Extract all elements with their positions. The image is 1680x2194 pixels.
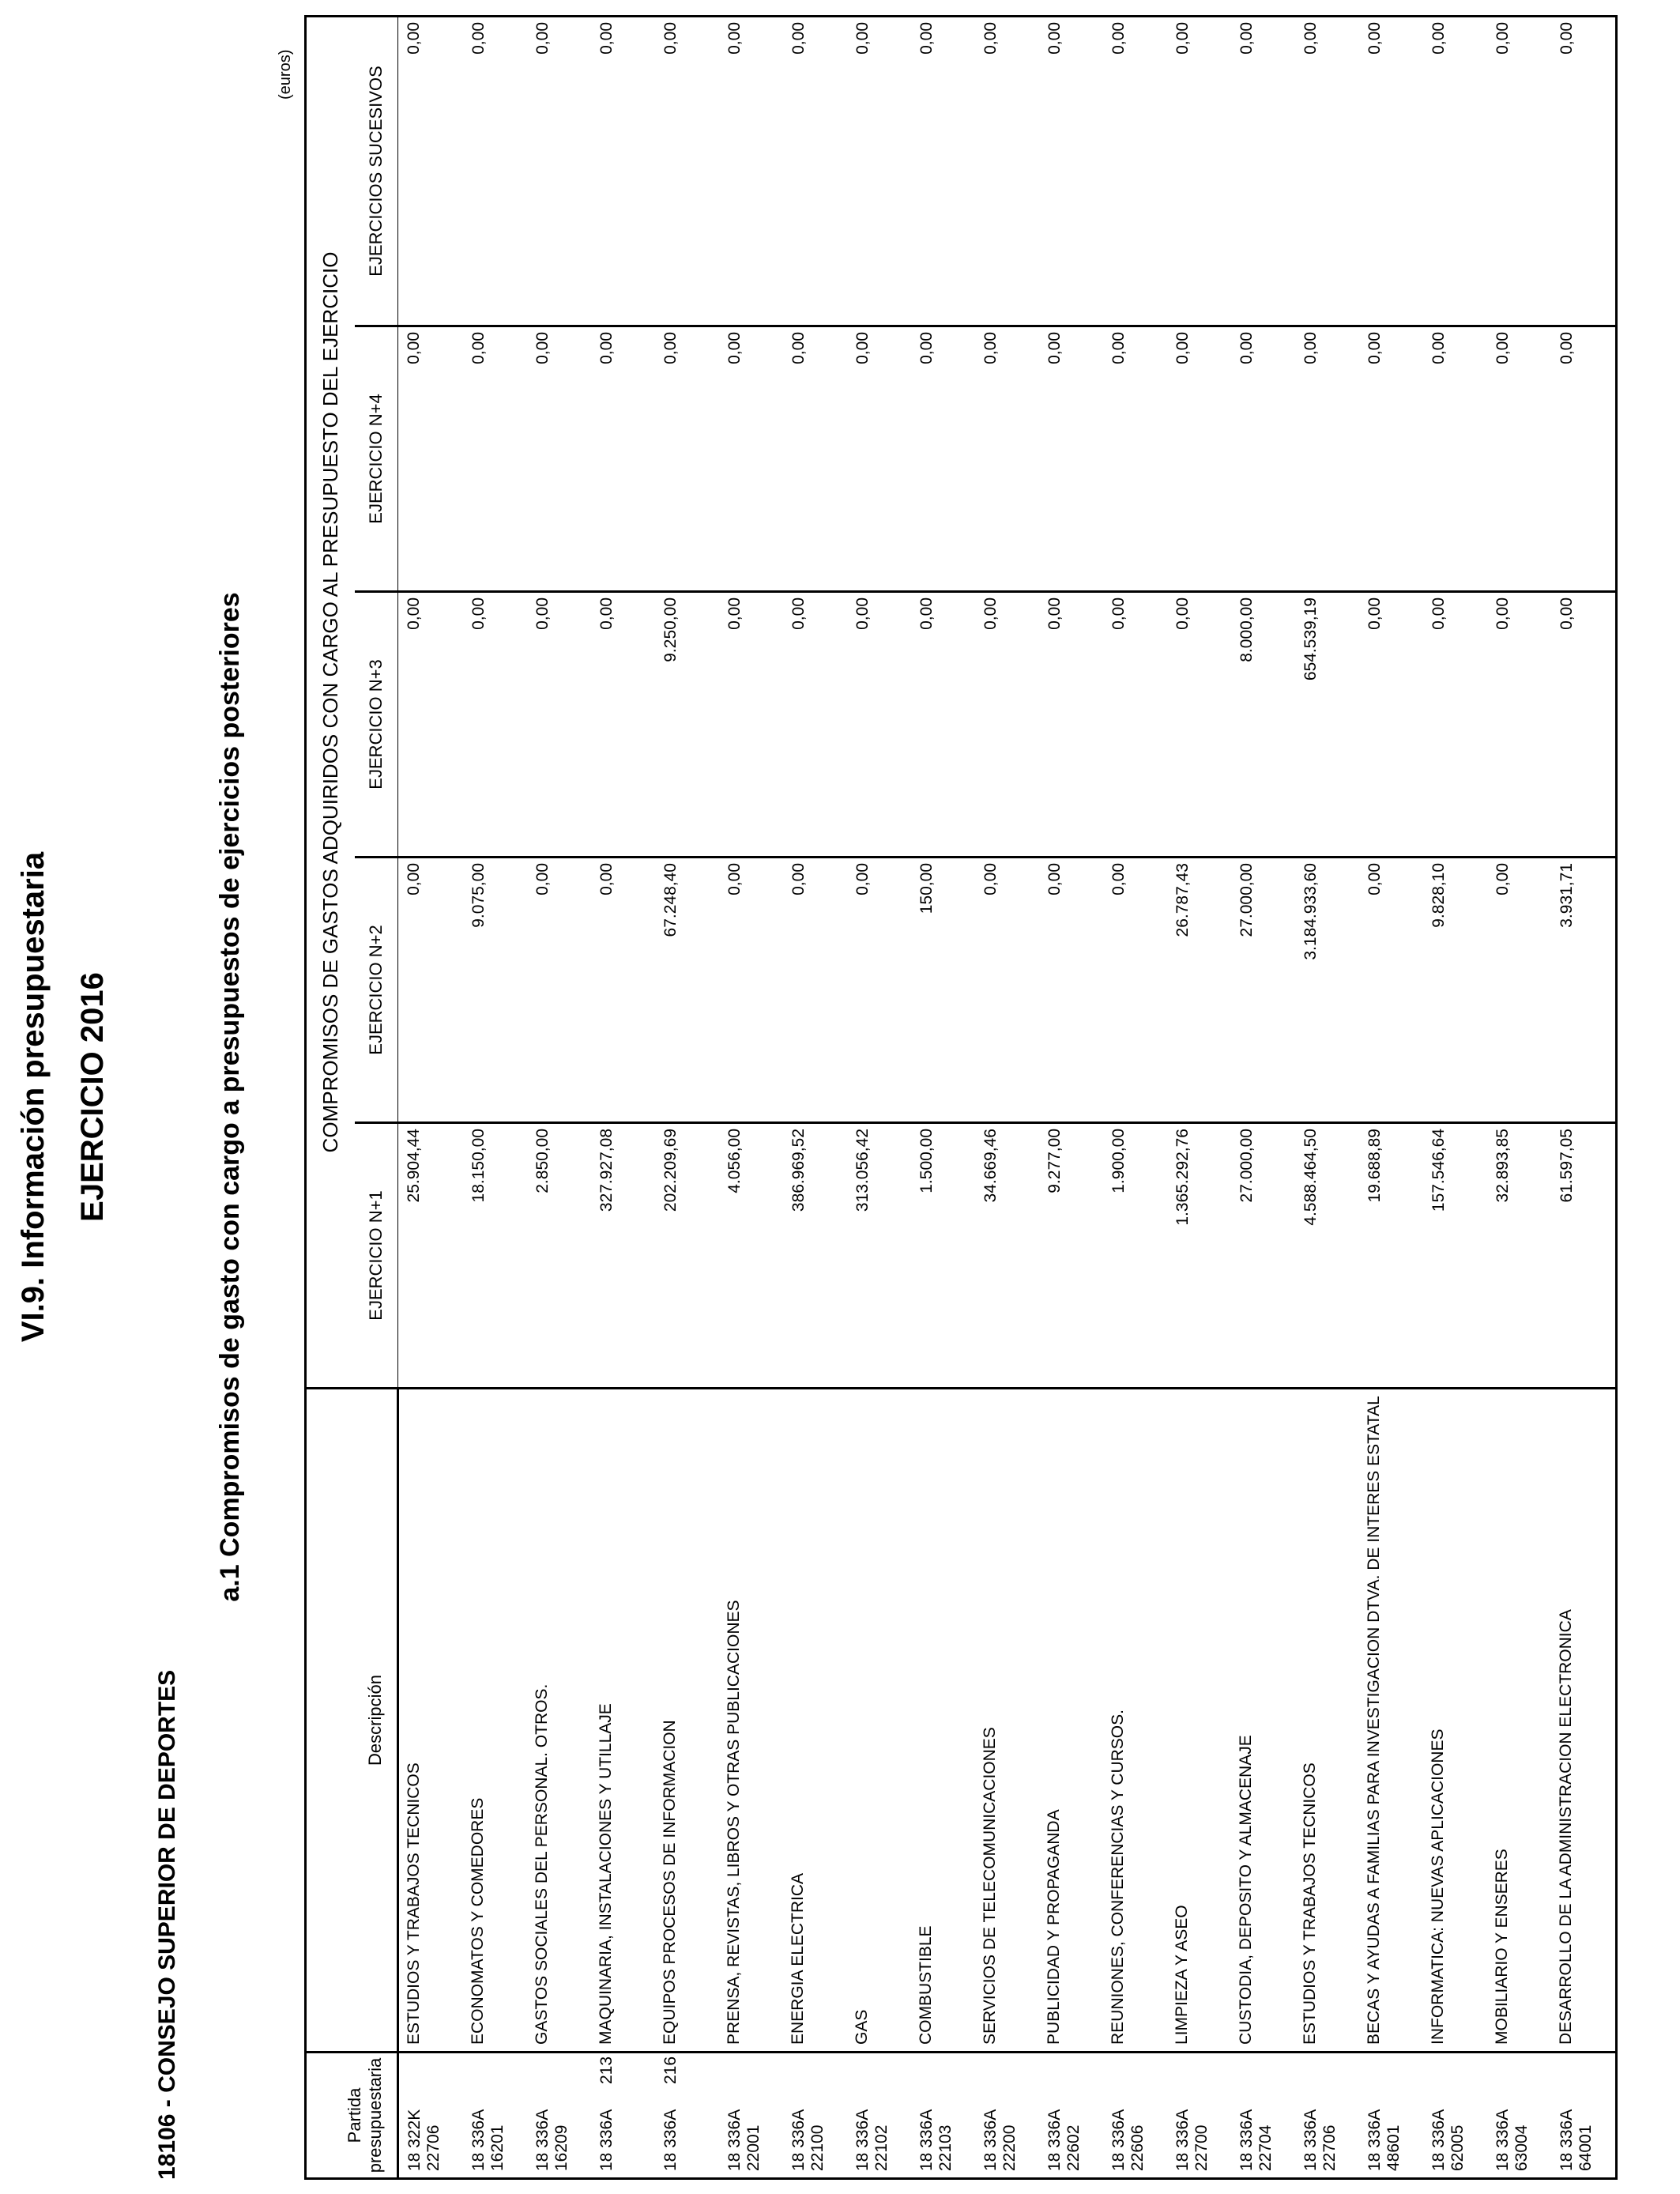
n3-cell: 0,00 <box>1423 592 1487 858</box>
header-descripcion: Descripción <box>306 1389 398 2053</box>
table-row <box>655 17 719 2179</box>
n2-cell: 67.248,40 <box>655 858 719 1123</box>
description-cell: PUBLICIDAD Y PROPAGANDA <box>1039 1389 1103 2053</box>
table-row <box>591 17 655 2179</box>
sucesivos-cell: 0,00 <box>1039 17 1103 326</box>
program-code: 18 336A <box>725 2109 744 2171</box>
partida-cell <box>1167 2053 1231 2179</box>
partida-cell <box>911 2053 975 2179</box>
n2-cell: 27.000,00 <box>1231 858 1295 1123</box>
table-row <box>1551 17 1617 2179</box>
program-code: 18 336A <box>1045 2109 1064 2171</box>
section-title: a.1 Compromisos de gasto con cargo a presupuestos de ejercicios posteriores <box>215 592 245 1602</box>
sucesivos-cell: 0,00 <box>847 17 911 326</box>
n1-cell: 25.904,44 <box>398 1123 464 1389</box>
description-cell: DESARROLLO DE LA ADMINISTRACION ELECTRONICA <box>1551 1389 1617 2053</box>
description-cell: EQUIPOS PROCESOS DE INFORMACION <box>655 1389 719 2053</box>
partida-cell <box>1551 2053 1617 2179</box>
program-code: 18 336A <box>469 2109 488 2171</box>
sucesivos-cell: 0,00 <box>1103 17 1167 326</box>
n2-cell: 0,00 <box>527 858 591 1123</box>
n3-cell: 0,00 <box>847 592 911 858</box>
n2-cell: 3.931,71 <box>1551 858 1617 1123</box>
concept-code: 16201 <box>488 2124 507 2171</box>
description-cell: GAS <box>847 1389 911 2053</box>
n1-cell: 327.927,08 <box>591 1123 655 1389</box>
n4-cell: 0,00 <box>783 326 847 592</box>
n3-cell: 0,00 <box>398 592 464 858</box>
n4-cell: 0,00 <box>975 326 1039 592</box>
sucesivos-cell: 0,00 <box>1231 17 1295 326</box>
concept-code: 213 <box>597 2056 616 2084</box>
n3-cell: 0,00 <box>975 592 1039 858</box>
n1-cell: 2.850,00 <box>527 1123 591 1389</box>
sucesivos-cell: 0,00 <box>1167 17 1231 326</box>
n1-cell: 4.588.464,50 <box>1295 1123 1359 1389</box>
table-row <box>1295 17 1359 2179</box>
n2-cell: 3.184.933,60 <box>1295 858 1359 1123</box>
n1-cell: 32.893,85 <box>1487 1123 1551 1389</box>
n4-cell: 0,00 <box>1551 326 1617 592</box>
table-row <box>398 17 464 2179</box>
sucesivos-cell: 0,00 <box>463 17 527 326</box>
n1-cell: 19.688,89 <box>1359 1123 1423 1389</box>
description-cell: ECONOMATOS Y COMEDORES <box>463 1389 527 2053</box>
n3-cell: 0,00 <box>463 592 527 858</box>
n4-cell: 0,00 <box>911 326 975 592</box>
program-code: 18 336A <box>1430 2109 1448 2171</box>
concept-code: 16209 <box>552 2124 571 2171</box>
n1-cell: 157.546,64 <box>1423 1123 1487 1389</box>
program-code: 18 336A <box>597 2109 616 2171</box>
program-code: 18 322K <box>405 2109 424 2171</box>
concept-code: 22001 <box>744 2124 763 2171</box>
sucesivos-cell: 0,00 <box>1295 17 1359 326</box>
n3-cell: 0,00 <box>783 592 847 858</box>
sucesivos-cell: 0,00 <box>527 17 591 326</box>
program-code: 18 336A <box>1237 2109 1256 2171</box>
n1-cell: 34.669,46 <box>975 1123 1039 1389</box>
sucesivos-cell: 0,00 <box>655 17 719 326</box>
header-n2: EJERCICIO N+2 <box>355 858 398 1123</box>
fiscal-year-title: EJERCICIO 2016 <box>75 972 110 1222</box>
description-cell: INFORMATICA: NUEVAS APLICACIONES <box>1423 1389 1487 2053</box>
concept-code: 22606 <box>1128 2124 1147 2171</box>
n4-cell: 0,00 <box>719 326 783 592</box>
n2-cell: 9.075,00 <box>463 858 527 1123</box>
sucesivos-cell: 0,00 <box>1487 17 1551 326</box>
sucesivos-cell: 0,00 <box>975 17 1039 326</box>
n3-cell: 0,00 <box>1359 592 1423 858</box>
partida-cell <box>847 2053 911 2179</box>
n3-cell: 0,00 <box>1103 592 1167 858</box>
n3-cell: 8.000,00 <box>1231 592 1295 858</box>
table-row <box>1231 17 1295 2179</box>
description-cell: LIMPIEZA Y ASEO <box>1167 1389 1231 2053</box>
n2-cell: 0,00 <box>719 858 783 1123</box>
description-cell: REUNIONES, CONFERENCIAS Y CURSOS. <box>1103 1389 1167 2053</box>
n1-cell: 1.365.292,76 <box>1167 1123 1231 1389</box>
concept-code: 48601 <box>1384 2124 1403 2171</box>
sucesivos-cell: 0,00 <box>591 17 655 326</box>
n1-cell: 4.056,00 <box>719 1123 783 1389</box>
header-sucesivos: EJERCICIOS SUCESIVOS <box>355 17 398 326</box>
n1-cell: 1.500,00 <box>911 1123 975 1389</box>
n3-cell: 0,00 <box>719 592 783 858</box>
description-cell: CUSTODIA, DEPOSITO Y ALMACENAJE <box>1231 1389 1295 2053</box>
description-cell: SERVICIOS DE TELECOMUNICACIONES <box>975 1389 1039 2053</box>
concept-code: 63004 <box>1512 2124 1531 2171</box>
n4-cell: 0,00 <box>398 326 464 592</box>
concept-code: 22700 <box>1192 2124 1211 2171</box>
table-row <box>1359 17 1423 2179</box>
concept-code: 22103 <box>936 2124 955 2171</box>
n2-cell: 9.828,10 <box>1423 858 1487 1123</box>
partida-cell <box>1103 2053 1167 2179</box>
n1-cell: 386.969,52 <box>783 1123 847 1389</box>
n2-cell: 150,00 <box>911 858 975 1123</box>
header-commitments-group: COMPROMISOS DE GASTOS ADQUIRIDOS CON CARGO AL PRESUPUESTO DEL EJERCICIO <box>306 17 356 1389</box>
description-cell: PRENSA, REVISTAS, LIBROS Y OTRAS PUBLICACIONES <box>719 1389 783 2053</box>
sucesivos-cell: 0,00 <box>1423 17 1487 326</box>
partida-cell <box>463 2053 527 2179</box>
n4-cell: 0,00 <box>527 326 591 592</box>
n4-cell: 0,00 <box>591 326 655 592</box>
n3-cell: 0,00 <box>1167 592 1231 858</box>
n2-cell: 0,00 <box>847 858 911 1123</box>
concept-code: 22706 <box>1320 2124 1339 2171</box>
n4-cell: 0,00 <box>847 326 911 592</box>
n1-cell: 202.209,69 <box>655 1123 719 1389</box>
header-partida: Partida presupuestaria <box>306 2053 398 2179</box>
sucesivos-cell: 0,00 <box>1551 17 1617 326</box>
n2-cell: 0,00 <box>1103 858 1167 1123</box>
description-cell: COMBUSTIBLE <box>911 1389 975 2053</box>
description-cell: ENERGIA ELECTRICA <box>783 1389 847 2053</box>
n2-cell: 0,00 <box>1487 858 1551 1123</box>
n2-cell: 0,00 <box>975 858 1039 1123</box>
concept-code: 22704 <box>1256 2124 1275 2171</box>
concept-code: 22200 <box>1000 2124 1019 2171</box>
program-code: 18 336A <box>981 2109 1000 2171</box>
table-row <box>1167 17 1231 2179</box>
n2-cell: 0,00 <box>1359 858 1423 1123</box>
header-n3: EJERCICIO N+3 <box>355 592 398 858</box>
commitments-table <box>304 15 1618 2180</box>
partida-cell <box>1295 2053 1359 2179</box>
concept-code: 22102 <box>872 2124 891 2171</box>
partida-cell <box>1423 2053 1487 2179</box>
table-row <box>1487 17 1551 2179</box>
partida-cell <box>1231 2053 1295 2179</box>
n3-cell: 0,00 <box>527 592 591 858</box>
sucesivos-cell: 0,00 <box>719 17 783 326</box>
n2-cell: 26.787,43 <box>1167 858 1231 1123</box>
table-row <box>975 17 1039 2179</box>
n3-cell: 9.250,00 <box>655 592 719 858</box>
program-code: 18 336A <box>1301 2109 1320 2171</box>
n4-cell: 0,00 <box>1231 326 1295 592</box>
concept-code: 62005 <box>1448 2124 1467 2171</box>
description-cell: ESTUDIOS Y TRABAJOS TECNICOS <box>1295 1389 1359 2053</box>
partida-cell <box>398 2053 464 2179</box>
description-cell: MOBILIARIO Y ENSERES <box>1487 1389 1551 2053</box>
program-code: 18 336A <box>1109 2109 1128 2171</box>
program-code: 18 336A <box>661 2109 680 2171</box>
sucesivos-cell: 0,00 <box>911 17 975 326</box>
program-code: 18 336A <box>533 2109 552 2171</box>
concept-code: 216 <box>661 2056 680 2084</box>
table-row <box>719 17 783 2179</box>
concept-code: 22100 <box>808 2124 827 2171</box>
partida-cell <box>655 2053 719 2179</box>
table-body <box>398 17 1617 2179</box>
description-cell: MAQUINARIA, INSTALACIONES Y UTILLAJE <box>591 1389 655 2053</box>
table-row <box>527 17 591 2179</box>
n1-cell: 313.056,42 <box>847 1123 911 1389</box>
n2-cell: 0,00 <box>1039 858 1103 1123</box>
description-cell: ESTUDIOS Y TRABAJOS TECNICOS <box>398 1389 464 2053</box>
table-row <box>1423 17 1487 2179</box>
n1-cell: 61.597,05 <box>1551 1123 1617 1389</box>
table-row <box>911 17 975 2179</box>
concept-code: 22706 <box>424 2124 443 2171</box>
partida-cell <box>527 2053 591 2179</box>
n4-cell: 0,00 <box>1039 326 1103 592</box>
program-code: 18 336A <box>1365 2109 1384 2171</box>
program-code: 18 336A <box>1558 2109 1576 2171</box>
n2-cell: 0,00 <box>591 858 655 1123</box>
n3-cell: 0,00 <box>1551 592 1617 858</box>
n1-cell: 1.900,00 <box>1103 1123 1167 1389</box>
table-row <box>1103 17 1167 2179</box>
partida-cell <box>975 2053 1039 2179</box>
n4-cell: 0,00 <box>1167 326 1231 592</box>
organism-heading: 18106 - CONSEJO SUPERIOR DE DEPORTES <box>154 1669 180 2180</box>
n4-cell: 0,00 <box>1423 326 1487 592</box>
concept-code: 64001 <box>1576 2124 1595 2171</box>
n1-cell: 9.277,00 <box>1039 1123 1103 1389</box>
partida-cell <box>1487 2053 1551 2179</box>
partida-cell <box>783 2053 847 2179</box>
n3-cell: 654.539,19 <box>1295 592 1359 858</box>
n1-cell: 18.150,00 <box>463 1123 527 1389</box>
description-cell: GASTOS SOCIALES DEL PERSONAL. OTROS. <box>527 1389 591 2053</box>
n3-cell: 0,00 <box>591 592 655 858</box>
n3-cell: 0,00 <box>1487 592 1551 858</box>
partida-cell <box>719 2053 783 2179</box>
currency-unit: (euros) <box>277 49 294 100</box>
concept-code: 22602 <box>1064 2124 1083 2171</box>
partida-cell <box>591 2053 655 2179</box>
sucesivos-cell: 0,00 <box>1359 17 1423 326</box>
table-row <box>1039 17 1103 2179</box>
n4-cell: 0,00 <box>463 326 527 592</box>
n4-cell: 0,00 <box>1103 326 1167 592</box>
n4-cell: 0,00 <box>655 326 719 592</box>
table-row <box>847 17 911 2179</box>
table-row <box>463 17 527 2179</box>
header-n1: EJERCICIO N+1 <box>355 1123 398 1389</box>
partida-cell <box>1039 2053 1103 2179</box>
n4-cell: 0,00 <box>1487 326 1551 592</box>
program-code: 18 336A <box>789 2109 808 2171</box>
n2-cell: 0,00 <box>398 858 464 1123</box>
n1-cell: 27.000,00 <box>1231 1123 1295 1389</box>
n3-cell: 0,00 <box>1039 592 1103 858</box>
n3-cell: 0,00 <box>911 592 975 858</box>
n2-cell: 0,00 <box>783 858 847 1123</box>
program-code: 18 336A <box>1494 2109 1512 2171</box>
program-code: 18 336A <box>853 2109 872 2171</box>
page-title: VI.9. Información presupuestaria <box>16 851 51 1343</box>
sucesivos-cell: 0,00 <box>783 17 847 326</box>
program-code: 18 336A <box>1173 2109 1192 2171</box>
partida-cell <box>1359 2053 1423 2179</box>
header-n4: EJERCICIO N+4 <box>355 326 398 592</box>
n4-cell: 0,00 <box>1295 326 1359 592</box>
program-code: 18 336A <box>917 2109 936 2171</box>
table-row <box>783 17 847 2179</box>
sucesivos-cell: 0,00 <box>398 17 464 326</box>
description-cell: BECAS Y AYUDAS A FAMILIAS PARA INVESTIGACION DTVA. DE INTERES ESTATAL <box>1359 1389 1423 2053</box>
n4-cell: 0,00 <box>1359 326 1423 592</box>
